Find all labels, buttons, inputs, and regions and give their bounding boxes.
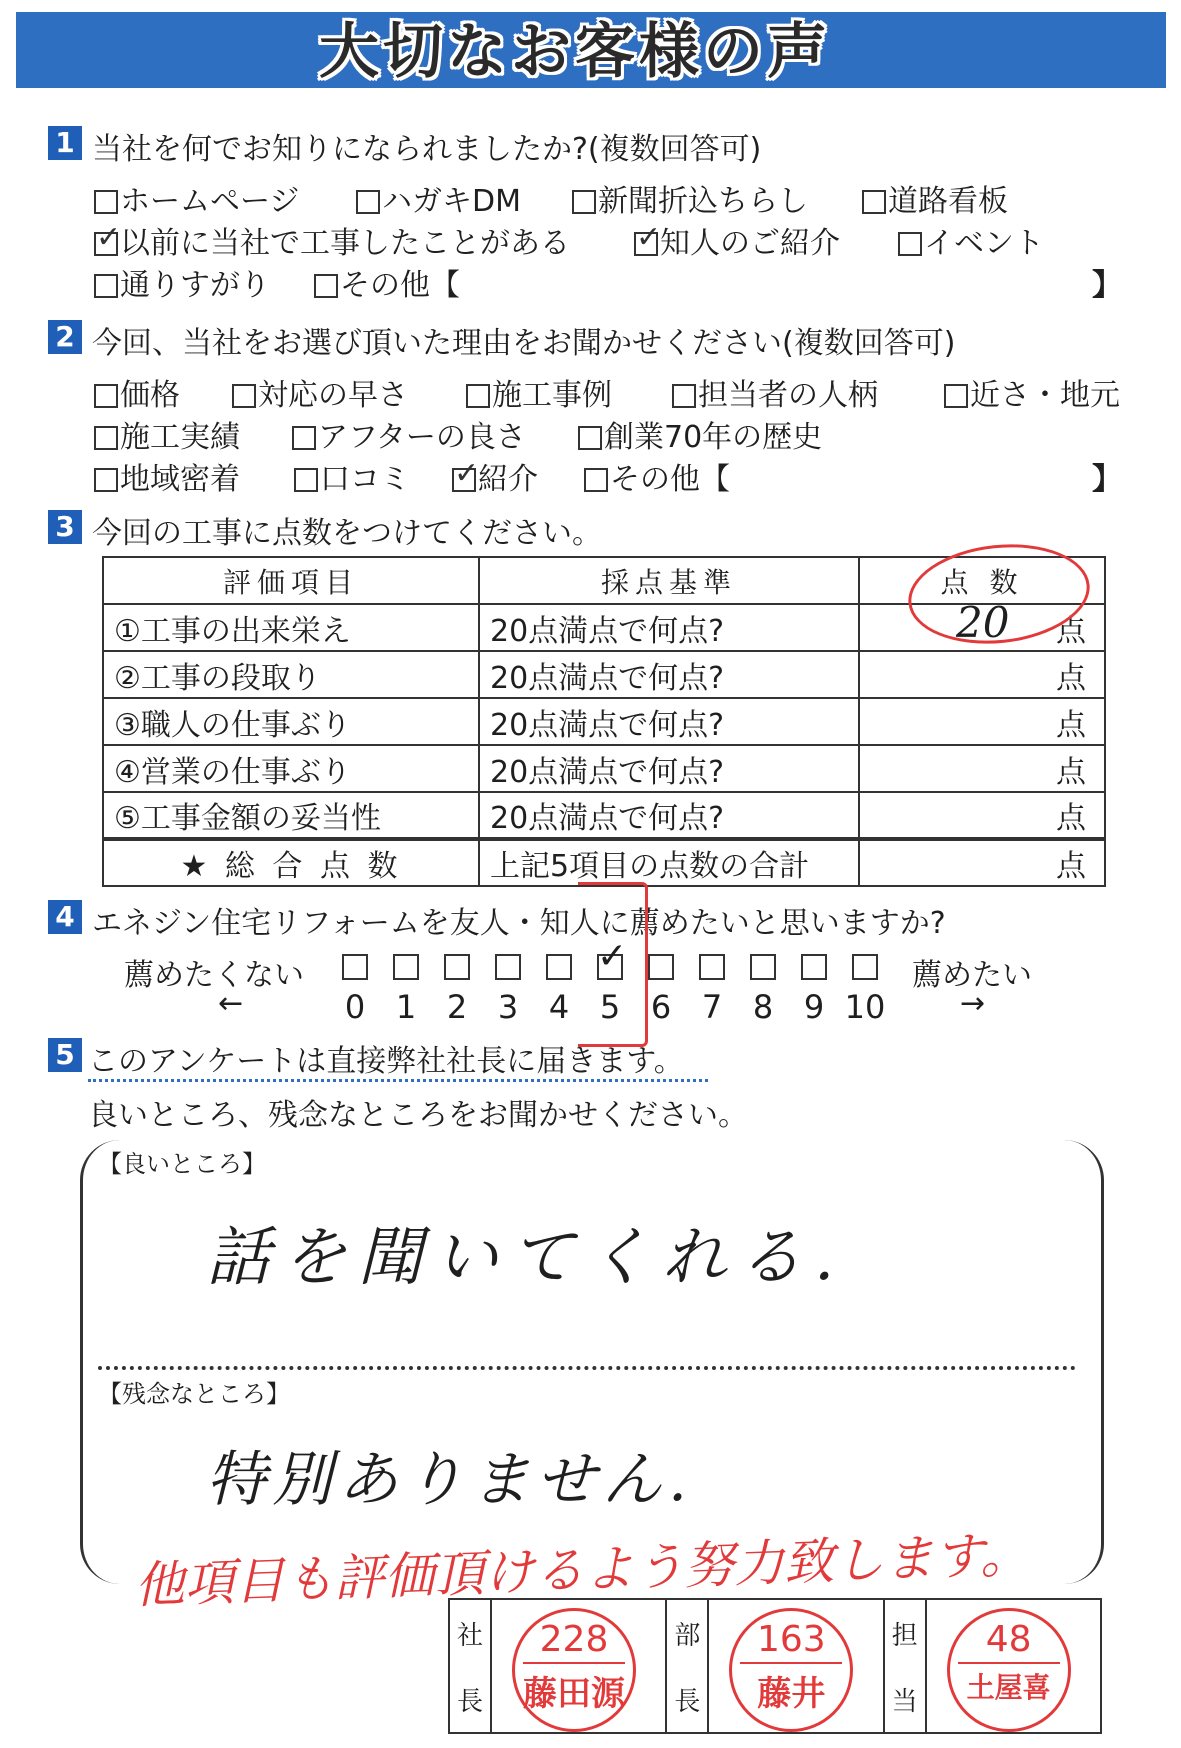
checkbox-checked-icon[interactable] [634, 232, 658, 256]
seal-stamp: 48 土屋喜 [947, 1608, 1071, 1732]
q1-option-passing-by[interactable]: 通りすがり [94, 260, 270, 304]
scale-right-label: 薦めたい [912, 958, 1032, 993]
q2-option-staff-personality[interactable]: 担当者の人柄 [672, 370, 878, 414]
q2-other-close-bracket: 】 [1092, 462, 1122, 497]
page-title: 大切なお客様の声 [319, 17, 831, 87]
q1-option-other[interactable]: その他【 [314, 260, 460, 304]
checkbox-icon[interactable] [944, 384, 968, 408]
checkbox-checked-icon[interactable] [94, 232, 118, 256]
red-ink-bracket [578, 882, 648, 1047]
scale-checkbox[interactable] [393, 954, 419, 980]
question-1-text: 当社を何でお知りになられましたか?(複数回答可) [92, 132, 762, 167]
arrow-right-icon: → [960, 986, 986, 1021]
q2-option-local[interactable]: 近さ・地元 [944, 370, 1120, 414]
q2-option-aftercare[interactable]: アフターの良さ [292, 412, 526, 456]
stamp-label-manager: 部 長 [667, 1600, 709, 1732]
q1-option-homepage[interactable]: ホームページ [94, 176, 299, 220]
scale-checkbox[interactable] [699, 954, 725, 980]
row-score-field[interactable]: 点 [859, 698, 1105, 745]
header-item: 評価項目 [103, 557, 479, 604]
scale-checkbox[interactable] [852, 954, 878, 980]
row-criteria: 20点満点で何点? [479, 604, 859, 651]
president-reply: 他項目も評価頂けるよう努力致します。 [133, 1525, 1031, 1615]
header-score: 点 数 [859, 557, 1105, 604]
bad-points-label: 【残念なところ】 [98, 1380, 290, 1408]
stamp-label-president: 社 長 [450, 1600, 492, 1732]
scale-checkbox[interactable] [495, 954, 521, 980]
row-item: ②工事の段取り [103, 651, 479, 698]
row-item: ③職人の仕事ぶり [103, 698, 479, 745]
question-number-1: 1 [48, 126, 82, 160]
row-item: ①工事の出来栄え [103, 604, 479, 651]
question-number-2: 2 [48, 320, 82, 354]
scale-number: 2 [446, 988, 468, 1026]
row-criteria: 20点満点で何点? [479, 651, 859, 698]
scale-checkbox[interactable] [648, 954, 674, 980]
q2-option-community[interactable]: 地域密着 [94, 454, 240, 498]
seal-stamp: 228 藤田源 [512, 1608, 636, 1732]
question-4-text: エネジン住宅リフォームを友人・知人に薦めたいと思いますか? [92, 906, 946, 941]
scale-left-label: 薦めたくない [124, 958, 304, 993]
question-number-5: 5 [48, 1038, 82, 1072]
checkbox-icon[interactable] [314, 274, 338, 298]
total-score-field[interactable]: 点 [859, 839, 1105, 886]
scale-number: 1 [395, 988, 417, 1026]
approval-stamp-table [448, 1598, 1102, 1734]
table-row [103, 792, 1105, 839]
checkbox-icon[interactable] [294, 468, 318, 492]
q2-option-case-studies[interactable]: 施工事例 [466, 370, 612, 414]
table-row [103, 651, 1105, 698]
checkbox-icon[interactable] [94, 426, 118, 450]
q2-option-track-record[interactable]: 施工実績 [94, 412, 240, 456]
q2-option-referral[interactable]: ✓ 紹介 [452, 454, 538, 498]
row-score-field[interactable]: 点 [859, 745, 1105, 792]
question-2-text: 今回、当社をお選び頂いた理由をお聞かせください(複数回答可) [92, 326, 956, 361]
q1-other-close-bracket: 】 [1092, 268, 1122, 303]
q1-option-newspaper-insert[interactable]: 新聞折込ちらし [572, 176, 808, 220]
good-points-label: 【良いところ】 [98, 1150, 266, 1178]
q2-option-history[interactable]: 創業70年の歴史 [578, 412, 822, 456]
dotted-separator [98, 1366, 1076, 1370]
q2-option-other[interactable]: その他【 [584, 454, 730, 498]
stamp-cell-president [492, 1600, 667, 1732]
question-5-subtext: 良いところ、残念なところをお聞かせください。 [88, 1098, 748, 1133]
stamp-cell-manager [709, 1600, 884, 1732]
question-number-4: 4 [48, 900, 82, 934]
scale-checkbox[interactable] [444, 954, 470, 980]
bad-points-answer[interactable]: 特別ありません. [206, 1445, 694, 1515]
checkbox-icon[interactable] [466, 384, 490, 408]
checkbox-icon[interactable] [584, 468, 608, 492]
q1-option-event[interactable]: イベント [898, 218, 1044, 262]
good-points-answer[interactable]: 話を聞いてくれる. [206, 1221, 847, 1295]
q2-option-price[interactable]: 価格 [94, 370, 180, 414]
scale-checkbox[interactable] [801, 954, 827, 980]
scale-number: 8 [752, 988, 774, 1026]
row-score-field[interactable]: 点 [859, 651, 1105, 698]
scale-number: 0 [344, 988, 366, 1026]
question-number-3: 3 [48, 510, 82, 544]
scale-number: 6 [650, 988, 672, 1026]
checkbox-icon[interactable] [572, 190, 596, 214]
q1-option-referral[interactable]: ✓ 知人のご紹介 [634, 218, 840, 262]
checkbox-icon[interactable] [292, 426, 316, 450]
handwritten-score: 20 [956, 598, 1010, 647]
q1-option-postcard-dm[interactable]: ハガキDM [356, 176, 521, 220]
q1-option-previous-work[interactable]: ✓以前に当社で工事したことがある [94, 218, 570, 262]
header-criteria: 採点基準 [479, 557, 859, 604]
checkbox-icon[interactable] [94, 274, 118, 298]
wavy-underline [88, 1074, 708, 1082]
checkbox-icon[interactable] [94, 190, 118, 214]
q2-option-quick-response[interactable]: 対応の早さ [232, 370, 408, 414]
row-criteria: 20点満点で何点? [479, 698, 859, 745]
checkbox-icon[interactable] [356, 190, 380, 214]
scale-number: 5 [599, 988, 621, 1026]
question-3-text: 今回の工事に点数をつけてください。 [92, 516, 602, 551]
stamp-cell-staff [927, 1600, 1100, 1732]
scale-number: 7 [701, 988, 723, 1026]
scale-number: 4 [548, 988, 570, 1026]
q2-option-word-of-mouth[interactable]: 口コミ [294, 454, 410, 498]
row-item: ⑤工事金額の妥当性 [103, 792, 479, 839]
checkbox-icon[interactable] [94, 468, 118, 492]
row-score-field[interactable]: 点 [859, 604, 1105, 651]
total-row [103, 839, 1105, 886]
scale-number: 3 [497, 988, 519, 1026]
row-criteria: 20点満点で何点? [479, 792, 859, 839]
seal-stamp: 163 藤井 [729, 1608, 853, 1732]
total-criteria: 上記5項目の点数の合計 [479, 839, 859, 886]
scale-number: 9 [803, 988, 825, 1026]
q1-option-road-sign[interactable]: 道路看板 [862, 176, 1008, 220]
table-row [103, 745, 1105, 792]
row-criteria: 20点満点で何点? [479, 745, 859, 792]
checkbox-checked-icon[interactable] [452, 468, 476, 492]
total-item: ★ 総 合 点 数 [103, 839, 479, 886]
scale-number: 10 [844, 988, 886, 1026]
scale-checkbox[interactable] [342, 954, 368, 980]
checkbox-icon[interactable] [232, 384, 256, 408]
question-5-text: このアンケートは直接弊社社長に届きます。 [88, 1044, 684, 1079]
checkbox-icon[interactable] [94, 384, 118, 408]
checkbox-icon[interactable] [672, 384, 696, 408]
checkbox-icon[interactable] [862, 190, 886, 214]
checkbox-icon[interactable] [898, 232, 922, 256]
row-item: ④営業の仕事ぶり [103, 745, 479, 792]
arrow-left-icon: ← [218, 986, 244, 1021]
stamp-label-staff: 担 当 [885, 1600, 927, 1732]
scale-checkbox[interactable] [546, 954, 572, 980]
checkbox-icon[interactable] [578, 426, 602, 450]
row-score-field[interactable]: 点 [859, 792, 1105, 839]
table-row [103, 698, 1105, 745]
scale-checkbox[interactable] [750, 954, 776, 980]
